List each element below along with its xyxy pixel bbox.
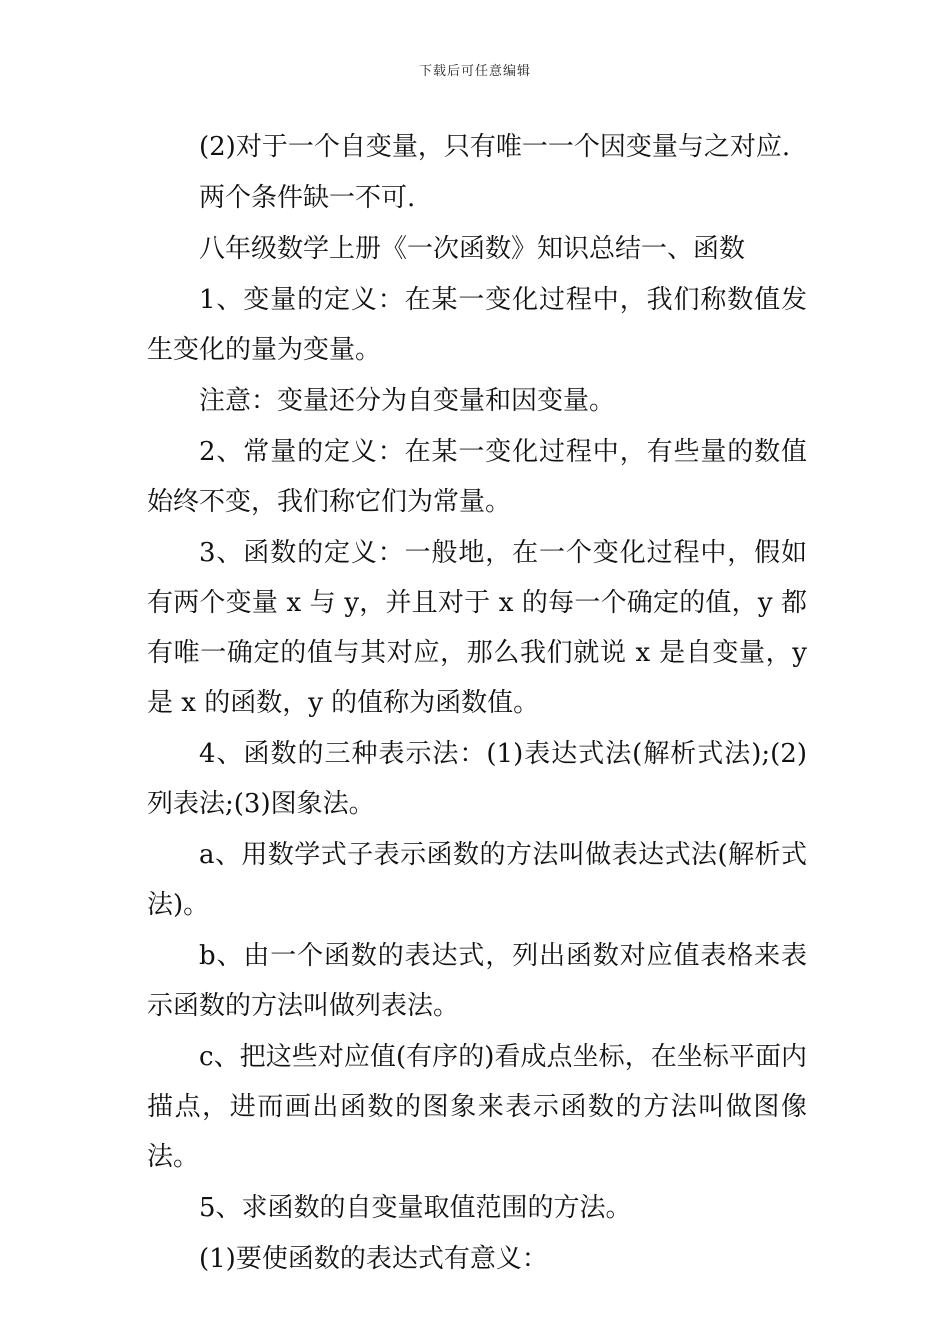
paragraph-function-definition: 3、函数的定义：一般地，在一个变化过程中，假如有两个变量 x 与 y，并且对于 x 的每一个确定的值，y 都有唯一确定的值与其对应，那么我们就说 x 是自变量，y 是 x 的函数，y 的值称为函数值。	[147, 538, 807, 718]
paragraph-domain-condition-1: (1)要使函数的表达式有意义：	[199, 1244, 548, 1274]
paragraph-variable-definition: 1、变量的定义：在某一变化过程中，我们称数值发生变化的量为变量。	[147, 285, 807, 365]
paragraph-method-c: c、把这些对应值(有序的)看成点坐标，在坐标平面内描点，进而画出函数的图象来表示函数的方法叫做图像法。	[147, 1042, 807, 1172]
paragraph-domain-methods: 5、求函数的自变量取值范围的方法。	[199, 1193, 632, 1223]
paragraph-variable-note: 注意：变量还分为自变量和因变量。	[199, 386, 616, 416]
paragraph-method-a: a、用数学式子表示函数的方法叫做表达式法(解析式法)。	[147, 840, 807, 920]
page-header: 下载后可任意编辑	[418, 64, 531, 79]
document-body	[147, 122, 807, 1285]
paragraph-method-b: b、由一个函数的表达式，列出函数对应值表格来表示函数的方法叫做列表法。	[147, 941, 807, 1021]
paragraph-section-title: 八年级数学上册《一次函数》知识总结一、函数	[199, 234, 746, 264]
paragraph-both-conditions: 两个条件缺一不可.	[199, 183, 416, 213]
paragraph-representation-methods: 4、函数的三种表示法：(1)表达式法(解析式法);(2)列表法;(3)图象法。	[147, 739, 807, 819]
paragraph-condition-2: (2)对于一个自变量，只有唯一一个因变量与之对应.	[199, 132, 791, 162]
paragraph-constant-definition: 2、常量的定义：在某一变化过程中，有些量的数值始终不变，我们称它们为常量。	[147, 437, 807, 517]
